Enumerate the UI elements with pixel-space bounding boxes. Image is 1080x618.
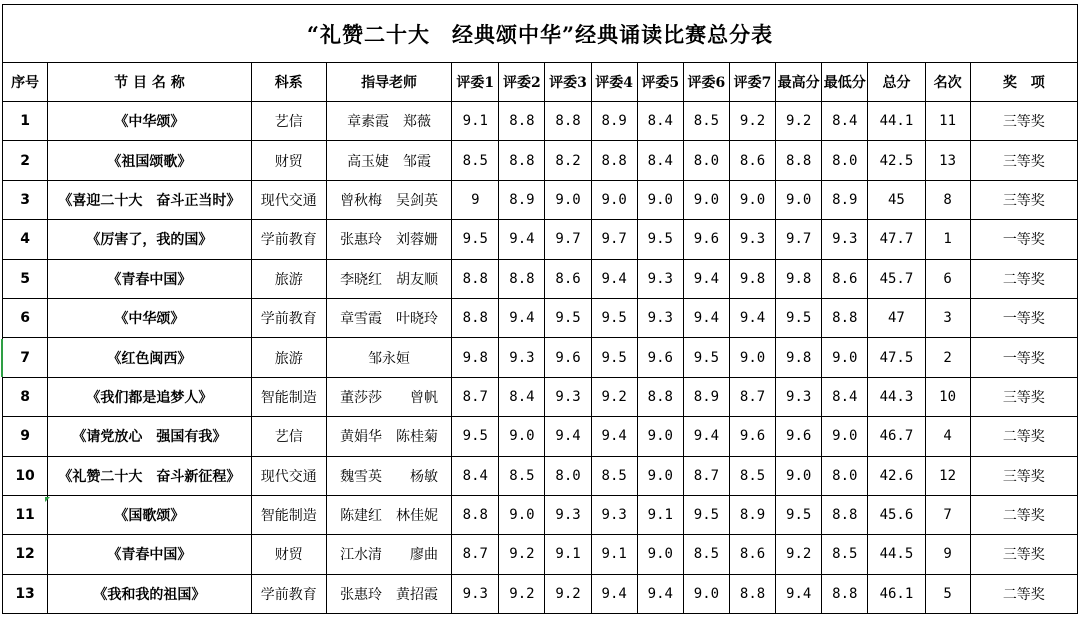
cell-judge6[interactable]: 9.5 bbox=[683, 495, 729, 534]
cell-judge1[interactable]: 8.4 bbox=[452, 456, 499, 495]
table-row bbox=[3, 377, 1078, 416]
cell-dept[interactable]: 财贸 bbox=[251, 535, 326, 574]
cell-award[interactable]: 三等奖 bbox=[970, 456, 1077, 495]
cell-seq[interactable]: 1 bbox=[3, 102, 48, 141]
cell-max[interactable]: 9.2 bbox=[776, 102, 822, 141]
cell-judge6[interactable]: 8.7 bbox=[683, 456, 729, 495]
cell-program[interactable]: 《中华颂》 bbox=[48, 102, 252, 141]
cell-judge1[interactable]: 8.5 bbox=[452, 141, 499, 180]
header-judge2[interactable]: 评委2 bbox=[499, 63, 545, 102]
cell-judge7[interactable]: 8.6 bbox=[729, 141, 775, 180]
cell-judge7[interactable]: 9.0 bbox=[729, 180, 775, 219]
cell-judge4[interactable]: 9.4 bbox=[591, 259, 637, 298]
cell-judge5[interactable]: 9.5 bbox=[637, 220, 683, 259]
cell-program[interactable]: 《国歌颂》 bbox=[48, 495, 252, 534]
cell-total[interactable]: 44.1 bbox=[868, 102, 925, 141]
header-judge1[interactable]: 评委1 bbox=[452, 63, 499, 102]
cell-rank[interactable]: 2 bbox=[925, 338, 970, 377]
cell-judge3[interactable]: 9.2 bbox=[545, 574, 591, 613]
cell-award[interactable]: 二等奖 bbox=[970, 259, 1077, 298]
cell-judge2[interactable]: 8.8 bbox=[499, 141, 545, 180]
cell-award[interactable]: 三等奖 bbox=[970, 535, 1077, 574]
cell-max[interactable]: 8.8 bbox=[776, 141, 822, 180]
cell-award[interactable]: 三等奖 bbox=[970, 102, 1077, 141]
cell-judge2[interactable]: 9.3 bbox=[499, 338, 545, 377]
cell-judge7[interactable]: 8.9 bbox=[729, 495, 775, 534]
cell-rank[interactable]: 10 bbox=[925, 377, 970, 416]
header-row bbox=[3, 63, 1078, 102]
cell-total[interactable]: 45.7 bbox=[868, 259, 925, 298]
cell-min[interactable]: 8.9 bbox=[822, 180, 868, 219]
cell-dept[interactable]: 智能制造 bbox=[251, 377, 326, 416]
header-max[interactable]: 最高分 bbox=[776, 63, 822, 102]
cell-teacher[interactable]: 张惠玲 黄招霞 bbox=[326, 574, 451, 613]
cell-dept[interactable]: 艺信 bbox=[251, 102, 326, 141]
cell-rank[interactable]: 11 bbox=[925, 102, 970, 141]
cell-judge1[interactable]: 9.1 bbox=[452, 102, 499, 141]
cell-award[interactable]: 二等奖 bbox=[970, 495, 1077, 534]
cell-teacher[interactable]: 陈建红 林佳妮 bbox=[326, 495, 451, 534]
cell-judge3[interactable]: 8.8 bbox=[545, 102, 591, 141]
cell-judge1[interactable]: 8.8 bbox=[452, 259, 499, 298]
cell-judge3[interactable]: 9.4 bbox=[545, 417, 591, 456]
cell-total[interactable]: 44.5 bbox=[868, 535, 925, 574]
cell-program[interactable]: 《青春中国》 bbox=[48, 259, 252, 298]
cell-seq[interactable]: 6 bbox=[3, 298, 48, 337]
cell-teacher[interactable]: 章雪霞 叶晓玲 bbox=[326, 298, 451, 337]
cell-award[interactable]: 一等奖 bbox=[970, 338, 1077, 377]
cell-judge5[interactable]: 9.0 bbox=[637, 456, 683, 495]
cell-min[interactable]: 8.4 bbox=[822, 377, 868, 416]
cell-judge6[interactable]: 9.0 bbox=[683, 574, 729, 613]
cell-program[interactable]: 《我们都是追梦人》 bbox=[48, 377, 252, 416]
cell-judge7[interactable]: 8.8 bbox=[729, 574, 775, 613]
cell-program[interactable]: 《我和我的祖国》 bbox=[48, 574, 252, 613]
table-row bbox=[3, 180, 1078, 219]
cell-max[interactable]: 9.0 bbox=[776, 180, 822, 219]
cell-seq[interactable]: 12 bbox=[3, 535, 48, 574]
cell-max[interactable]: 9.6 bbox=[776, 417, 822, 456]
cell-judge7[interactable]: 9.6 bbox=[729, 417, 775, 456]
cell-judge1[interactable]: 9.8 bbox=[452, 338, 499, 377]
cell-judge5[interactable]: 8.4 bbox=[637, 102, 683, 141]
cell-teacher[interactable]: 张惠玲 刘蓉姗 bbox=[326, 220, 451, 259]
score-table bbox=[2, 62, 1078, 614]
cell-judge7[interactable]: 9.2 bbox=[729, 102, 775, 141]
cell-rank[interactable]: 4 bbox=[925, 417, 970, 456]
cell-judge4[interactable]: 9.5 bbox=[591, 298, 637, 337]
cell-dept[interactable]: 现代交通 bbox=[251, 180, 326, 219]
cell-dept[interactable]: 智能制造 bbox=[251, 495, 326, 534]
header-judge7[interactable]: 评委7 bbox=[729, 63, 775, 102]
cell-max[interactable]: 9.7 bbox=[776, 220, 822, 259]
table-row bbox=[3, 298, 1078, 337]
cell-judge4[interactable]: 8.8 bbox=[591, 141, 637, 180]
cell-program[interactable]: 《中华颂》 bbox=[48, 298, 252, 337]
cell-judge5[interactable]: 8.8 bbox=[637, 377, 683, 416]
cell-judge3[interactable]: 8.6 bbox=[545, 259, 591, 298]
cell-dept[interactable]: 学前教育 bbox=[251, 574, 326, 613]
cell-judge6[interactable]: 8.0 bbox=[683, 141, 729, 180]
header-rank[interactable]: 名次 bbox=[925, 63, 970, 102]
cell-seq[interactable]: 4 bbox=[3, 220, 48, 259]
cell-judge7[interactable]: 8.6 bbox=[729, 535, 775, 574]
cell-award[interactable]: 二等奖 bbox=[970, 574, 1077, 613]
cell-judge7[interactable]: 8.7 bbox=[729, 377, 775, 416]
cell-judge2[interactable]: 9.4 bbox=[499, 298, 545, 337]
header-judge6[interactable]: 评委6 bbox=[683, 63, 729, 102]
cell-judge5[interactable]: 9.0 bbox=[637, 180, 683, 219]
cell-teacher[interactable]: 黄娟华 陈桂菊 bbox=[326, 417, 451, 456]
cell-judge7[interactable]: 8.5 bbox=[729, 456, 775, 495]
cell-judge5[interactable]: 9.3 bbox=[637, 259, 683, 298]
cell-judge1[interactable]: 8.7 bbox=[452, 535, 499, 574]
cell-min[interactable]: 9.0 bbox=[822, 417, 868, 456]
cell-seq[interactable]: 7 bbox=[3, 338, 48, 377]
cell-rank[interactable]: 3 bbox=[925, 298, 970, 337]
cell-seq[interactable]: 13 bbox=[3, 574, 48, 613]
cell-max[interactable]: 9.5 bbox=[776, 298, 822, 337]
table-row bbox=[3, 141, 1078, 180]
header-seq[interactable]: 序号 bbox=[3, 63, 48, 102]
cell-judge4[interactable]: 9.3 bbox=[591, 495, 637, 534]
cell-judge4[interactable]: 9.5 bbox=[591, 338, 637, 377]
table-row bbox=[3, 574, 1078, 613]
cell-teacher[interactable]: 江水清 廖曲 bbox=[326, 535, 451, 574]
cell-teacher[interactable]: 曾秋梅 吴剑英 bbox=[326, 180, 451, 219]
cell-judge2[interactable]: 9.2 bbox=[499, 535, 545, 574]
cell-judge1[interactable]: 8.7 bbox=[452, 377, 499, 416]
table-row bbox=[3, 259, 1078, 298]
cell-min[interactable]: 8.6 bbox=[822, 259, 868, 298]
cell-judge6[interactable]: 8.9 bbox=[683, 377, 729, 416]
cell-judge7[interactable]: 9.4 bbox=[729, 298, 775, 337]
cell-award[interactable]: 三等奖 bbox=[970, 141, 1077, 180]
cell-rank[interactable]: 1 bbox=[925, 220, 970, 259]
cell-seq[interactable]: 9 bbox=[3, 417, 48, 456]
cell-rank[interactable]: 13 bbox=[925, 141, 970, 180]
cell-program[interactable]: 《青春中国》 bbox=[48, 535, 252, 574]
cell-min[interactable]: 8.8 bbox=[822, 298, 868, 337]
header-teacher[interactable]: 指导老师 bbox=[326, 63, 451, 102]
cell-judge2[interactable]: 8.9 bbox=[499, 180, 545, 219]
cell-judge4[interactable]: 9.1 bbox=[591, 535, 637, 574]
cell-total[interactable]: 47 bbox=[868, 298, 925, 337]
cell-min[interactable]: 8.8 bbox=[822, 574, 868, 613]
cell-seq[interactable]: 10 bbox=[3, 456, 48, 495]
header-judge3[interactable]: 评委3 bbox=[545, 63, 591, 102]
cell-award[interactable]: 一等奖 bbox=[970, 220, 1077, 259]
cell-judge2[interactable]: 9.0 bbox=[499, 495, 545, 534]
header-judge4[interactable]: 评委4 bbox=[591, 63, 637, 102]
cell-min[interactable]: 8.5 bbox=[822, 535, 868, 574]
table-row bbox=[3, 220, 1078, 259]
cell-judge2[interactable]: 8.8 bbox=[499, 102, 545, 141]
cell-seq[interactable]: 2 bbox=[3, 141, 48, 180]
cell-judge5[interactable]: 9.0 bbox=[637, 417, 683, 456]
cell-judge4[interactable]: 8.5 bbox=[591, 456, 637, 495]
cell-teacher[interactable]: 董莎莎 曾帆 bbox=[326, 377, 451, 416]
cell-judge4[interactable]: 8.9 bbox=[591, 102, 637, 141]
cell-program[interactable]: 《请党放心 强国有我》 bbox=[48, 417, 252, 456]
cell-judge6[interactable]: 8.5 bbox=[683, 102, 729, 141]
header-judge5[interactable]: 评委5 bbox=[637, 63, 683, 102]
cell-total[interactable]: 45 bbox=[868, 180, 925, 219]
table-row bbox=[3, 535, 1078, 574]
cell-min[interactable]: 9.0 bbox=[822, 338, 868, 377]
cell-judge2[interactable]: 8.5 bbox=[499, 456, 545, 495]
cell-min[interactable]: 8.4 bbox=[822, 102, 868, 141]
cell-dept[interactable]: 学前教育 bbox=[251, 220, 326, 259]
cell-judge5[interactable]: 9.1 bbox=[637, 495, 683, 534]
cell-seq[interactable]: 3 bbox=[3, 180, 48, 219]
cell-total[interactable]: 42.5 bbox=[868, 141, 925, 180]
cell-judge6[interactable]: 9.4 bbox=[683, 259, 729, 298]
cell-min[interactable]: 9.3 bbox=[822, 220, 868, 259]
cell-rank[interactable]: 5 bbox=[925, 574, 970, 613]
cell-total[interactable]: 45.6 bbox=[868, 495, 925, 534]
cell-program[interactable]: 《祖国颂歌》 bbox=[48, 141, 252, 180]
cell-max[interactable]: 9.0 bbox=[776, 456, 822, 495]
cell-rank[interactable]: 6 bbox=[925, 259, 970, 298]
cell-judge3[interactable]: 9.6 bbox=[545, 338, 591, 377]
row-selection-marker bbox=[1, 339, 3, 377]
cell-min[interactable]: 8.0 bbox=[822, 141, 868, 180]
table-row bbox=[3, 495, 1078, 534]
cell-rank[interactable]: 12 bbox=[925, 456, 970, 495]
cell-judge2[interactable]: 9.4 bbox=[499, 220, 545, 259]
cell-total[interactable]: 46.1 bbox=[868, 574, 925, 613]
cell-judge6[interactable]: 8.5 bbox=[683, 535, 729, 574]
cell-judge1[interactable]: 9.5 bbox=[452, 220, 499, 259]
cell-judge6[interactable]: 9.4 bbox=[683, 298, 729, 337]
cell-judge3[interactable]: 9.0 bbox=[545, 180, 591, 219]
cell-dept[interactable]: 艺信 bbox=[251, 417, 326, 456]
cell-judge5[interactable]: 9.4 bbox=[637, 574, 683, 613]
cell-judge3[interactable]: 9.3 bbox=[545, 377, 591, 416]
header-min[interactable]: 最低分 bbox=[822, 63, 868, 102]
cell-teacher[interactable]: 章素霞 郑薇 bbox=[326, 102, 451, 141]
cell-dept[interactable]: 财贸 bbox=[251, 141, 326, 180]
cell-award[interactable]: 二等奖 bbox=[970, 417, 1077, 456]
cell-judge2[interactable]: 9.2 bbox=[499, 574, 545, 613]
cell-judge5[interactable]: 9.3 bbox=[637, 298, 683, 337]
cell-program[interactable]: 《喜迎二十大 奋斗正当时》 bbox=[48, 180, 252, 219]
cell-rank[interactable]: 9 bbox=[925, 535, 970, 574]
cell-judge3[interactable]: 9.7 bbox=[545, 220, 591, 259]
cell-teacher[interactable]: 邹永姮 bbox=[326, 338, 451, 377]
cell-judge6[interactable]: 9.4 bbox=[683, 417, 729, 456]
cell-judge6[interactable]: 9.0 bbox=[683, 180, 729, 219]
cell-program[interactable]: 《红色闽西》 bbox=[48, 338, 252, 377]
cell-judge2[interactable]: 8.8 bbox=[499, 259, 545, 298]
cell-judge4[interactable]: 9.2 bbox=[591, 377, 637, 416]
cell-judge5[interactable]: 9.6 bbox=[637, 338, 683, 377]
cell-judge1[interactable]: 9 bbox=[452, 180, 499, 219]
cell-judge1[interactable]: 9.3 bbox=[452, 574, 499, 613]
cell-judge5[interactable]: 8.4 bbox=[637, 141, 683, 180]
cell-total[interactable]: 47.7 bbox=[868, 220, 925, 259]
cell-max[interactable]: 9.8 bbox=[776, 338, 822, 377]
cell-max[interactable]: 9.2 bbox=[776, 535, 822, 574]
cell-judge1[interactable]: 8.8 bbox=[452, 495, 499, 534]
table-row bbox=[3, 102, 1078, 141]
cell-judge5[interactable]: 9.0 bbox=[637, 535, 683, 574]
cell-teacher[interactable]: 魏雪英 杨敏 bbox=[326, 456, 451, 495]
cell-judge6[interactable]: 9.5 bbox=[683, 338, 729, 377]
cell-dept[interactable]: 现代交通 bbox=[251, 456, 326, 495]
cell-award[interactable]: 一等奖 bbox=[970, 298, 1077, 337]
cell-min[interactable]: 8.8 bbox=[822, 495, 868, 534]
cell-min[interactable]: 8.0 bbox=[822, 456, 868, 495]
cell-max[interactable]: 9.4 bbox=[776, 574, 822, 613]
cell-rank[interactable]: 8 bbox=[925, 180, 970, 219]
cell-max[interactable]: 9.8 bbox=[776, 259, 822, 298]
cell-total[interactable]: 42.6 bbox=[868, 456, 925, 495]
cell-judge4[interactable]: 9.4 bbox=[591, 574, 637, 613]
cell-judge6[interactable]: 9.6 bbox=[683, 220, 729, 259]
cell-judge3[interactable]: 8.2 bbox=[545, 141, 591, 180]
cell-seq[interactable]: 5 bbox=[3, 259, 48, 298]
cell-judge7[interactable]: 9.8 bbox=[729, 259, 775, 298]
cell-program[interactable]: 《厉害了，我的国》 bbox=[48, 220, 252, 259]
header-total[interactable]: 总分 bbox=[868, 63, 925, 102]
sheet-title[interactable]: “礼赞二十大 经典颂中华”经典诵读比赛总分表 bbox=[2, 4, 1078, 62]
table-row bbox=[3, 417, 1078, 456]
cell-award[interactable]: 三等奖 bbox=[970, 180, 1077, 219]
cell-dept[interactable]: 旅游 bbox=[251, 259, 326, 298]
cell-judge2[interactable]: 9.0 bbox=[499, 417, 545, 456]
table-row bbox=[3, 456, 1078, 495]
table-row bbox=[3, 338, 1078, 377]
header-dept[interactable]: 科系 bbox=[251, 63, 326, 102]
cell-judge3[interactable]: 9.3 bbox=[545, 495, 591, 534]
header-award[interactable]: 奖 项 bbox=[970, 63, 1077, 102]
cell-judge4[interactable]: 9.7 bbox=[591, 220, 637, 259]
cell-seq[interactable]: 11 bbox=[3, 495, 48, 534]
cell-max[interactable]: 9.5 bbox=[776, 495, 822, 534]
cell-teacher[interactable]: 李晓红 胡友顺 bbox=[326, 259, 451, 298]
cell-judge1[interactable]: 8.8 bbox=[452, 298, 499, 337]
cell-dept[interactable]: 学前教育 bbox=[251, 298, 326, 337]
cell-teacher[interactable]: 高玉婕 邹霞 bbox=[326, 141, 451, 180]
cell-judge3[interactable]: 9.5 bbox=[545, 298, 591, 337]
cell-judge2[interactable]: 8.4 bbox=[499, 377, 545, 416]
cell-total[interactable]: 46.7 bbox=[868, 417, 925, 456]
cell-seq[interactable]: 8 bbox=[3, 377, 48, 416]
cell-judge4[interactable]: 9.0 bbox=[591, 180, 637, 219]
cell-judge7[interactable]: 9.3 bbox=[729, 220, 775, 259]
cell-rank[interactable]: 7 bbox=[925, 495, 970, 534]
cell-dept[interactable]: 旅游 bbox=[251, 338, 326, 377]
cell-program[interactable]: 《礼赞二十大 奋斗新征程》 bbox=[48, 456, 252, 495]
cell-total[interactable]: 47.5 bbox=[868, 338, 925, 377]
cell-judge3[interactable]: 9.1 bbox=[545, 535, 591, 574]
header-program[interactable]: 节 目 名 称 bbox=[48, 63, 252, 102]
cell-max[interactable]: 9.3 bbox=[776, 377, 822, 416]
cell-judge4[interactable]: 9.4 bbox=[591, 417, 637, 456]
cell-judge3[interactable]: 8.0 bbox=[545, 456, 591, 495]
cell-award[interactable]: 三等奖 bbox=[970, 377, 1077, 416]
cell-total[interactable]: 44.3 bbox=[868, 377, 925, 416]
cell-judge1[interactable]: 9.5 bbox=[452, 417, 499, 456]
cell-judge7[interactable]: 9.0 bbox=[729, 338, 775, 377]
cell-comment-indicator bbox=[45, 497, 50, 502]
